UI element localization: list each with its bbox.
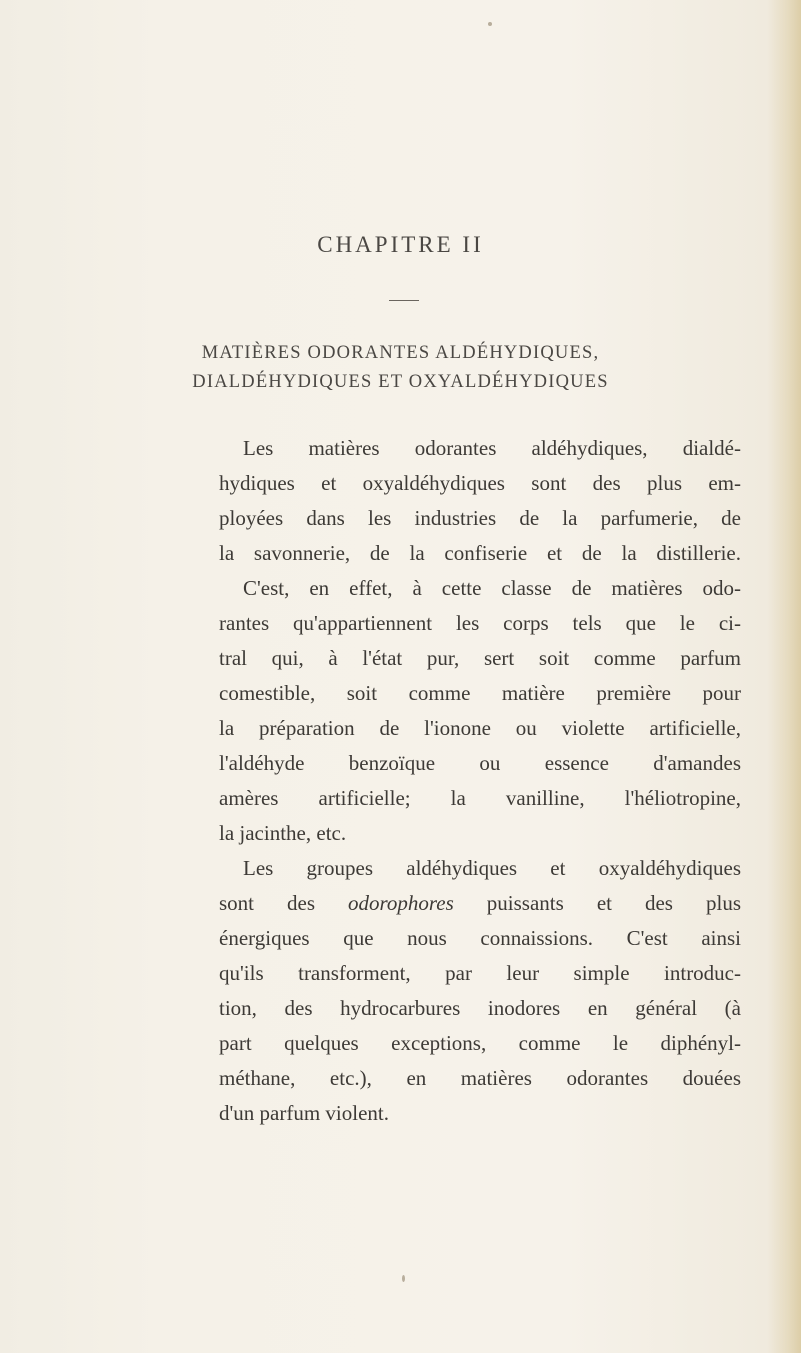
text-line: l'aldéhyde benzoïque ou essence d'amandes [219,751,741,775]
text-line: méthane, etc.), en matières odorantes douées [219,1066,741,1090]
text-line: Les matières odorantes aldéhydiques, dialdé- [243,436,741,460]
paper-speck [488,22,492,26]
title-divider [389,300,419,301]
text-run: puissants et des plus [453,891,741,915]
text-line: part quelques exceptions, comme le diphényl- [219,1031,741,1055]
paper-speck [402,1275,405,1282]
text-line: tion, des hydrocarbures inodores en général (à [219,996,741,1020]
text-line: la jacinthe, etc. [219,821,347,845]
text-line [219,890,741,917]
text-line: ployées dans les industries de la parfumerie, de [219,506,741,530]
text-line: énergiques que nous connaissions. C'est ainsi [219,926,741,950]
text-line: qu'ils transforment, par leur simple introduc- [219,961,741,985]
text-line: la préparation de l'ionone ou violette artificielle, [219,716,741,740]
text-line: la savonnerie, de la confiserie et de la distillerie. [219,541,741,565]
text-line: tral qui, à l'état pur, sert soit comme parfum [219,646,741,670]
italic-term-odorophores: odorophores [348,891,454,915]
section-heading-line-1: MATIÈRES ODORANTES ALDÉHYDIQUES, [201,343,600,363]
section-heading-line-2: DIALDÉHYDIQUES ET OXYALDÉHYDIQUES [192,372,609,392]
text-line: rantes qu'appartiennent les corps tels que le ci- [219,611,741,635]
text-line: comestible, soit comme matière première pour [219,681,741,705]
text-line: amères artificielle; la vanilline, l'héliotropine, [219,786,741,810]
text-line: hydiques et oxyaldéhydiques sont des plus em- [219,471,741,495]
text-line: d'un parfum violent. [219,1101,389,1125]
text-line: C'est, en effet, à cette classe de matières odo- [243,576,741,600]
text-run: sont des [219,891,349,915]
text-line: Les groupes aldéhydiques et oxyaldéhydiques [243,856,741,880]
chapter-title: CHAPITRE II [317,232,484,257]
page-edge-shadow [767,0,801,1353]
